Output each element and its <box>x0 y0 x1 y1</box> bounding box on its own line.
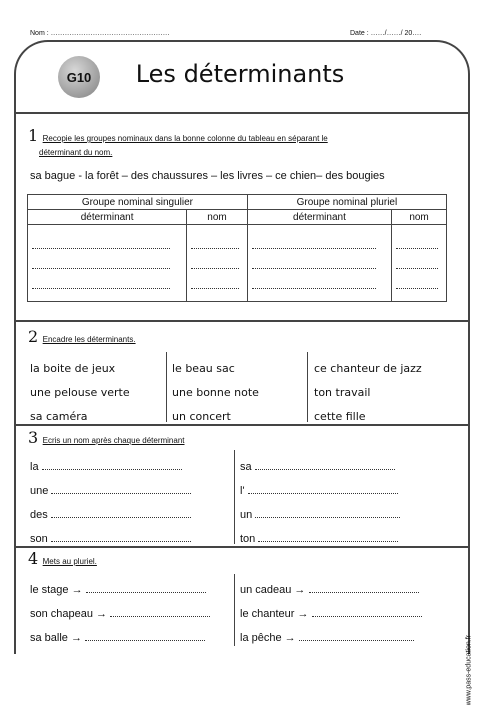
nominal-group[interactable]: une pelouse verte <box>30 386 130 399</box>
determinant-line[interactable] <box>30 479 220 503</box>
classification-table <box>27 194 447 302</box>
col-determinant-plur: déterminant <box>247 210 391 225</box>
column-separator <box>166 352 167 422</box>
title-divider <box>14 112 470 114</box>
nominal-group[interactable]: cette fille <box>314 410 366 423</box>
nominal-group[interactable]: un concert <box>172 410 231 423</box>
exercise-instruction: Recopie les groupes nominaux dans la bonne colonne du tableau en séparant le <box>42 134 328 143</box>
answer-cell[interactable] <box>247 225 391 302</box>
column-separator <box>234 574 235 646</box>
determinant: ton <box>240 533 256 545</box>
singular-group: la pêche → <box>240 632 296 644</box>
exercise-1-heading <box>28 126 328 146</box>
exercise-instruction-cont: déterminant du nom. <box>39 148 113 157</box>
exercise-number: 1 <box>28 126 39 145</box>
determinant-line[interactable] <box>30 455 220 479</box>
determinant: sa <box>240 461 252 473</box>
exercise-instruction: Ecris un nom après chaque déterminant <box>42 436 185 445</box>
section-divider <box>14 424 470 426</box>
singular-group: le chanteur → <box>240 608 309 620</box>
ex3-left <box>30 455 220 551</box>
determinant: un <box>240 509 253 521</box>
exercise-2-heading <box>28 327 136 347</box>
exercise-instruction: Encadre les déterminants. <box>42 335 136 344</box>
ex4-left <box>30 578 230 650</box>
page-title: Les déterminants <box>135 60 345 88</box>
determinant-line[interactable] <box>240 503 430 527</box>
header-plural: Groupe nominal pluriel <box>247 195 446 210</box>
badge-label: G10 <box>66 69 92 85</box>
determinant: la <box>30 461 39 473</box>
answer-cell[interactable] <box>28 225 187 302</box>
ex2-column-3 <box>314 357 422 429</box>
singular-group: le stage → <box>30 584 83 596</box>
nominal-group[interactable]: la boite de jeux <box>30 362 116 375</box>
determinant: son <box>30 533 48 545</box>
col-determinant-sing: déterminant <box>28 210 187 225</box>
determinant-line[interactable] <box>240 455 430 479</box>
determinant: une <box>30 485 49 497</box>
section-divider <box>14 546 470 548</box>
col-nom-sing: nom <box>187 210 248 225</box>
ex3-right <box>240 455 430 551</box>
determinant: des <box>30 509 48 521</box>
col-nom-plur: nom <box>392 210 447 225</box>
nominal-group[interactable]: ce chanteur de jazz <box>314 362 422 375</box>
plural-line[interactable] <box>30 578 230 602</box>
singular-group: sa balle → <box>30 632 82 644</box>
word-list: sa bague - la forêt – des chaussures – les livres – ce chien– des bougies <box>30 170 385 182</box>
source-link[interactable]: www.pass-education.fr <box>465 635 472 705</box>
exercise-number: 3 <box>28 428 39 447</box>
plural-line[interactable] <box>240 626 440 650</box>
nominal-group[interactable]: le beau sac <box>172 362 235 375</box>
column-separator <box>234 450 235 544</box>
exercise-instruction: Mets au pluriel. <box>42 557 97 566</box>
ex2-column-1 <box>30 357 130 429</box>
ex2-column-2 <box>172 357 259 429</box>
answer-cell[interactable] <box>187 225 248 302</box>
header-singular: Groupe nominal singulier <box>28 195 248 210</box>
nominal-group[interactable]: sa caméra <box>30 410 88 423</box>
plural-line[interactable] <box>30 626 230 650</box>
exercise-number: 2 <box>28 327 39 346</box>
date-field[interactable]: Date : ……/……/ 20…. <box>350 30 422 37</box>
plural-line[interactable] <box>240 602 440 626</box>
plural-line[interactable] <box>30 602 230 626</box>
name-field[interactable]: Nom : …………………………………………… <box>30 30 170 37</box>
exercise-4-heading <box>28 549 97 569</box>
column-separator <box>307 352 308 422</box>
determinant-line[interactable] <box>30 503 220 527</box>
exercise-3-heading <box>28 428 185 448</box>
exercise-number: 4 <box>28 549 39 568</box>
section-divider <box>14 320 470 322</box>
singular-group: son chapeau → <box>30 608 108 620</box>
answer-cell[interactable] <box>392 225 447 302</box>
ex4-right <box>240 578 440 650</box>
singular-group: un cadeau → <box>240 584 306 596</box>
determinant-line[interactable] <box>240 479 430 503</box>
determinant: l' <box>240 485 245 497</box>
plural-line[interactable] <box>240 578 440 602</box>
nominal-group[interactable]: une bonne note <box>172 386 259 399</box>
nominal-group[interactable]: ton travail <box>314 386 371 399</box>
